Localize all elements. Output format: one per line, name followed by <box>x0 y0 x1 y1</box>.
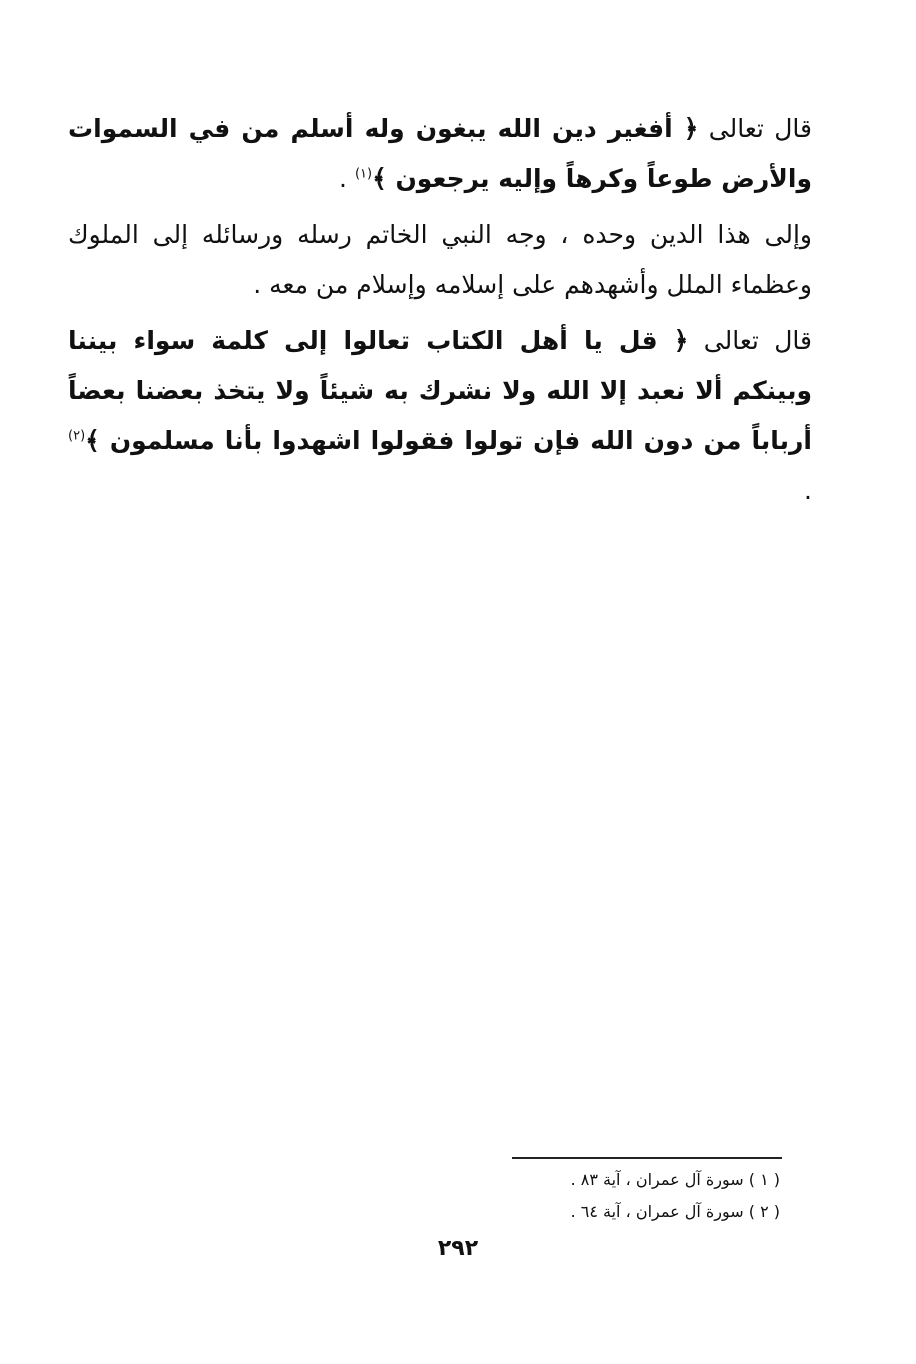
verse-intro: قال تعالى <box>703 326 813 355</box>
footnote-divider <box>512 1157 782 1159</box>
footnote-1: ( ١ ) سورة آل عمران ، آية ٨٣ . <box>570 1170 780 1189</box>
page-number: ٢٩٢ <box>437 1236 479 1261</box>
footnotes <box>380 1164 780 1228</box>
quran-verse: ﴿ قل يا أهل الكتاب تعالوا إلى كلمة سواء بيننا وبينكم ألا نعبد إلا الله ولا نشرك به شيئاً ولا يتخذ بعضنا بعضاً أرباباً من دون الله فإن تولوا فقولوا اشهدوا بأنا مسلمون ﴾ <box>68 326 812 455</box>
footnote-reference: (٢) <box>68 428 86 444</box>
verse-paragraph-2 <box>68 316 812 516</box>
verse-intro: قال تعالى <box>708 114 812 143</box>
quran-verse: ﴿ أفغير دين الله يبغون وله أسلم من في السموات والأرض طوعاً وكرهاً وإليه يرجعون ﴾ <box>68 114 812 193</box>
body-paragraph: وإلى هذا الدين وحده ، وجه النبي الخاتم رسله ورسائله إلى الملوك وعظماء الملل وأشهدهم على إسلامه وإسلام من معه . <box>68 220 812 299</box>
footnote-2: ( ٢ ) سورة آل عمران ، آية ٦٤ . <box>570 1202 780 1221</box>
footnote-reference: (١) <box>354 166 373 182</box>
verse-paragraph-1 <box>68 104 812 204</box>
body-text <box>68 104 812 522</box>
sentence-end: . <box>804 476 812 505</box>
sentence-end: . <box>339 164 347 193</box>
